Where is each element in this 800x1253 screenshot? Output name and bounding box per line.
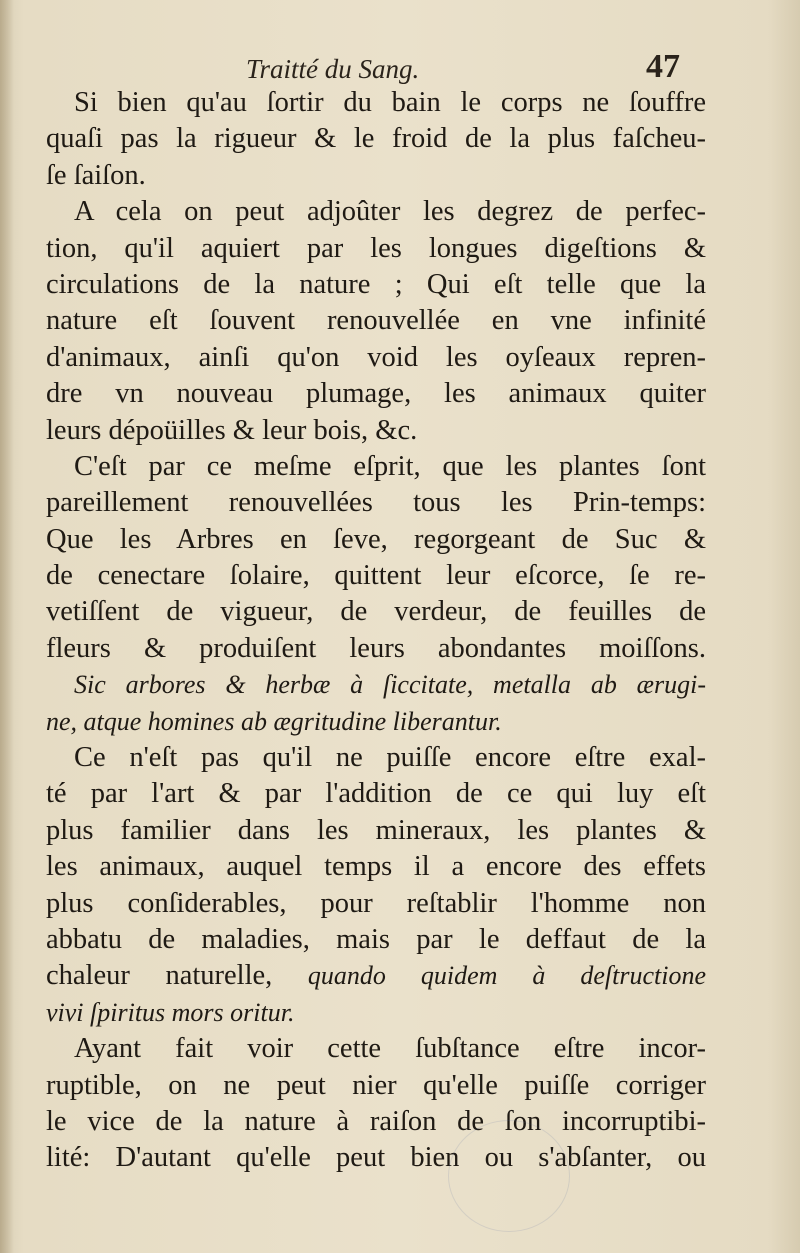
body-text bbox=[46, 85, 706, 1177]
text-line: ruptible, on ne peut nier qu'elle puiſſe corriger bbox=[46, 1069, 706, 1101]
text-line: plus familier dans les mineraux, les plantes & bbox=[46, 814, 706, 846]
running-head bbox=[0, 48, 800, 88]
text-line: de cenectare ſolaire, quittent leur eſcorce, ſe re- bbox=[46, 560, 706, 592]
page-gutter-shadow bbox=[0, 0, 14, 1253]
text-line: Si bien qu'au ſortir du bain le corps ne ſouffre bbox=[74, 87, 706, 118]
text-line: plus conſiderables, pour reſtablir l'homme non bbox=[46, 887, 706, 919]
text-line: le vice de la nature à raiſon de ſon incorruptibi- bbox=[46, 1105, 706, 1137]
text-line: C'eſt par ce meſme eſprit, que les plantes ſont bbox=[74, 450, 706, 482]
text-line: Ayant fait voir cette ſubſtance eſtre incor- bbox=[74, 1033, 706, 1065]
text-line: Que les Arbres en ſeve, regorgeant de Suc & bbox=[46, 523, 706, 555]
text-line: circulations de la nature ; Qui eſt telle que la bbox=[46, 268, 706, 300]
latin-quote-line: ne, atque homines ab ægritudine liberantur. bbox=[46, 706, 502, 736]
text-line: lité: D'autant qu'elle peut bien ou s'abſanter, ou bbox=[46, 1142, 706, 1174]
text-line: té par l'art & par l'addition de ce qui luy eſt bbox=[46, 778, 706, 810]
text-line: tion, qu'il aquiert par les longues digeſtions & bbox=[46, 232, 706, 264]
latin-quote-line: vivi ſpiritus mors oritur. bbox=[46, 997, 295, 1027]
text-line: pareillement renouvellées tous les Prin-temps: bbox=[46, 487, 706, 519]
text-line: fleurs & produiſent leurs abondantes moiſſons. bbox=[46, 632, 706, 664]
text-segment: chaleur naturelle, bbox=[46, 960, 273, 992]
text-line: nature eſt ſouvent renouvellée en vne infinité bbox=[46, 305, 706, 337]
text-line: abbatu de maladies, mais par le deffaut de la bbox=[46, 923, 706, 955]
text-line: dre vn nouveau plumage, les animaux quiter bbox=[46, 378, 706, 410]
library-stamp-trace bbox=[448, 1120, 570, 1232]
latin-segment: quando quidem à deſtructione bbox=[307, 961, 706, 991]
text-line: quaſi pas la rigueur & le froid de la plus faſcheu- bbox=[46, 123, 706, 155]
text-line: vetiſſent de vigueur, de verdeur, de feuilles de bbox=[46, 596, 706, 628]
text-line: Ce n'eſt pas qu'il ne puiſſe encore eſtre exal- bbox=[74, 742, 706, 774]
text-line: leurs dépoüilles & leur bois, &c. bbox=[46, 414, 418, 446]
text-line: ſe ſaiſon. bbox=[46, 159, 146, 191]
page-number: 47 bbox=[646, 48, 680, 85]
text-line: d'animaux, ainſi qu'on void les oyſeaux repren- bbox=[46, 341, 706, 373]
latin-quote-line: Sic arbores & herbæ à ſiccitate, metalla ab ærugi- bbox=[74, 670, 706, 700]
text-line: les animaux, auquel temps il a encore des effets bbox=[46, 851, 706, 883]
running-title: Traitté du Sang. bbox=[246, 54, 420, 84]
text-line: A cela on peut adjoûter les degrez de perfec- bbox=[74, 196, 706, 228]
text-line-mixed bbox=[46, 958, 706, 994]
